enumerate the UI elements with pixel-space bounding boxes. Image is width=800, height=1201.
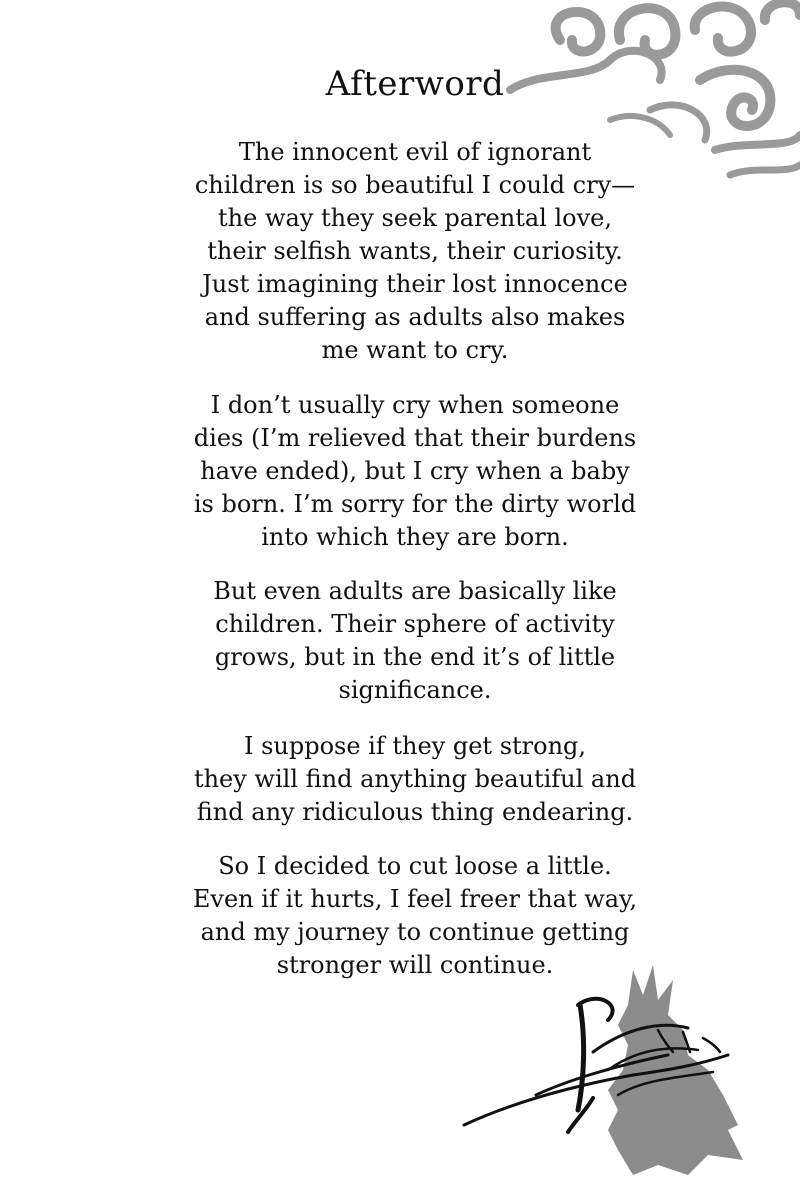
paragraph-cry-when-born: I don’t usually cry when someone dies (I’m relieved that their burdens have ended), but I cry when a baby is born. I’m sorry for the dirty world into which they are born. bbox=[193, 391, 637, 551]
paragraph-adults-like-children: But even adults are basically like children. Their sphere of activity grows, but in the end it’s of little significance. bbox=[213, 577, 617, 704]
paragraph-cut-loose: So I decided to cut loose a little. Even if it hurts, I feel freer that way, and my journey to continue getting stronger will continue. bbox=[192, 852, 638, 979]
paragraph-innocent-evil: The innocent evil of ignorant children is so beautiful I could cry— the way they seek parental love, their selfish wants, their curiosity. Just imagining their lost innocence and suffering as adults also makes me want to cry. bbox=[194, 138, 636, 364]
page-title: Afterword bbox=[325, 64, 505, 104]
author-signature-illustration bbox=[458, 960, 758, 1175]
paragraph-get-strong: I suppose if they get strong, they will find anything beautiful and find any ridiculous thing endearing. bbox=[193, 732, 637, 826]
character-silhouette bbox=[608, 965, 743, 1175]
